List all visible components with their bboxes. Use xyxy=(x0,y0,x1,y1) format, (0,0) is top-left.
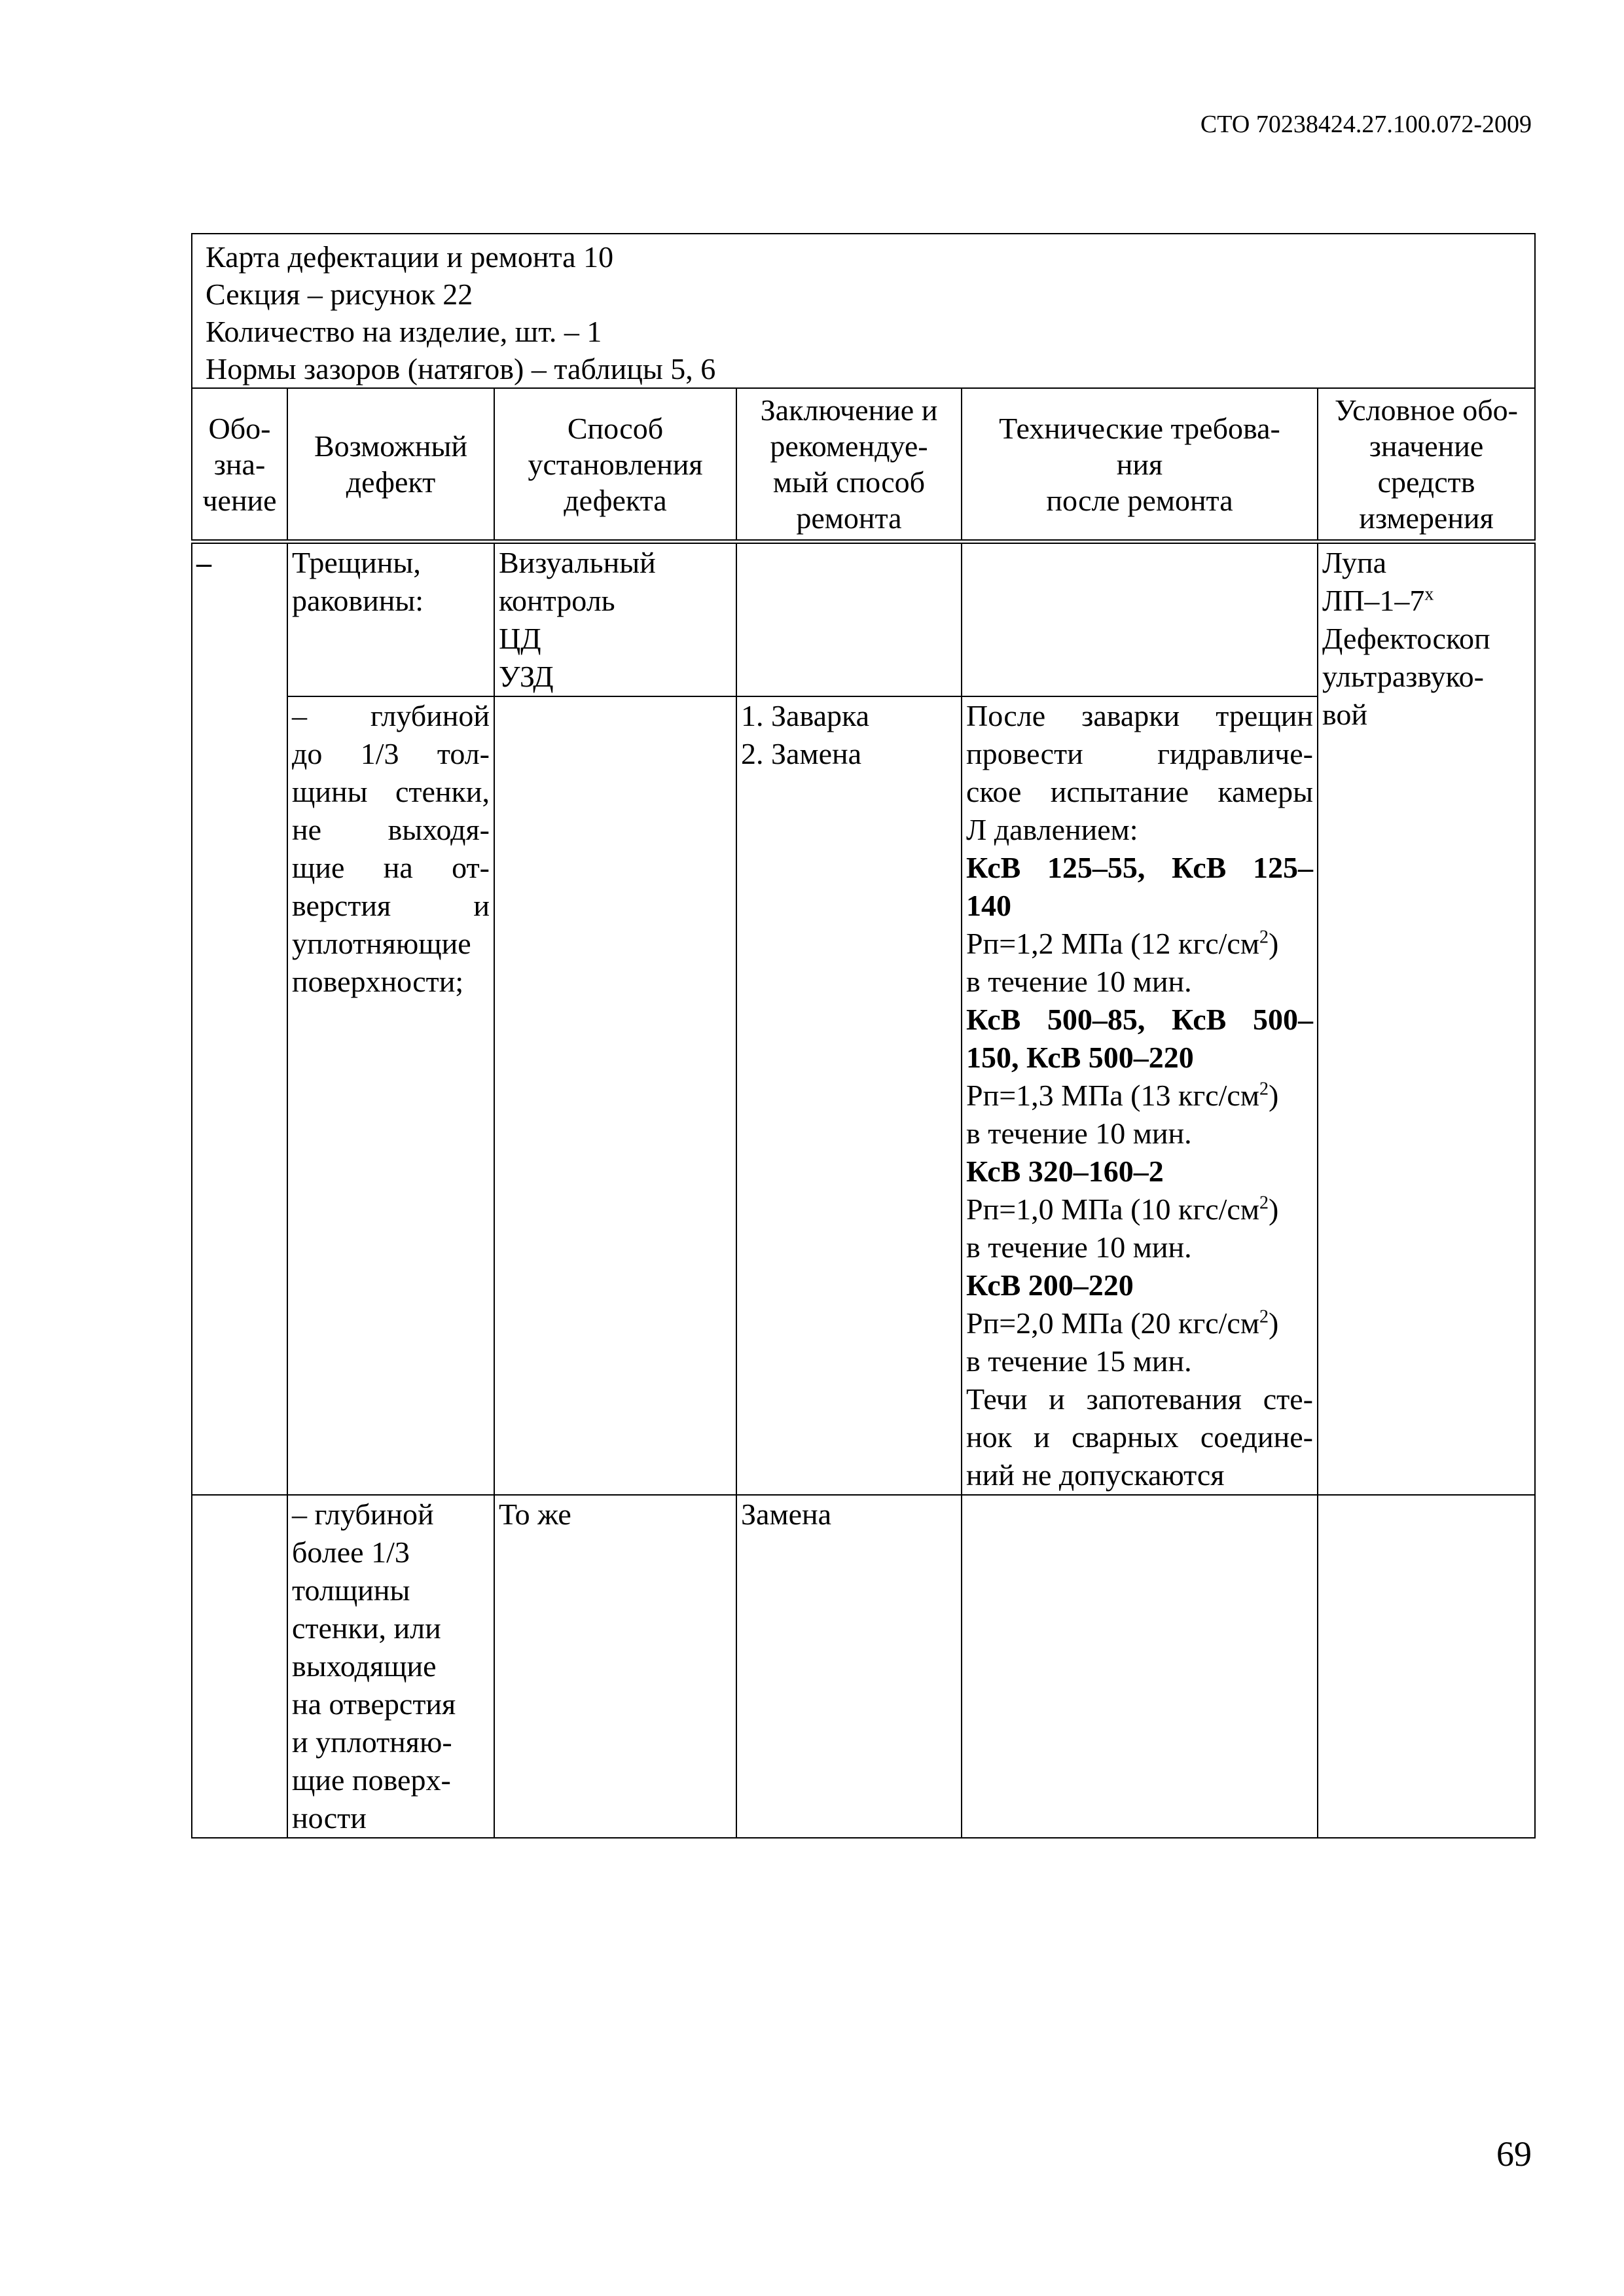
row3-defect: – глубиной более 1/3 толщины стенки, или выходящие на отверстия и уплотняю- щие поверх- ности xyxy=(287,1495,494,1838)
row1-defect: Трещины, раковины: xyxy=(287,542,494,697)
page-number: 69 xyxy=(1496,2134,1532,2174)
col-tools: Условное обо- значение средств измерения xyxy=(1318,388,1535,542)
card-quantity: Количество на изделие, шт. – 1 xyxy=(206,315,602,348)
row1-method: Визуальный контроль ЦД УЗД xyxy=(494,542,736,697)
row3-requirements xyxy=(962,1495,1318,1838)
defect-repair-card-table xyxy=(191,233,1536,1839)
table-row xyxy=(192,542,1535,697)
row1-tools: Лупа $ЛП-1-7^х$ Дефектоскоп ультразвуко- вой xyxy=(1318,542,1535,1496)
col-designation: Обо- зна- чение xyxy=(192,388,287,542)
superscript-x: х xyxy=(1424,584,1434,605)
card-title: Карта дефектации и ремонта 10 xyxy=(206,240,614,274)
card-clearance-norms: Нормы зазоров (натягов) – таблицы 5, 6 xyxy=(206,352,716,386)
row2-requirements: После заварки трещин провести гидравличе- ское испытание камеры Л давлением: КсВ 125–55, КсВ 125– 140 Рп=1,2 МПа (12 кгс/$см^2$) в течение 10 мин. КсВ 500–85, КсВ 500– 150, КсВ 500–220 Рп=1,3 МПа (13 кгс/$см^2$) в течение 10 мин. КсВ 320–160–2 Рп=1,0 МПа (10 кгс/$см^2$) в течение 10 мин. КсВ 200–220 Рп=2,0 МПа (20 кгс/$см^2$) в течение 15 мин. Течи и запотевания сте- нок и сварных соедине- ний не допускаются xyxy=(962,696,1318,1495)
row3-conclusion: Замена xyxy=(736,1495,962,1838)
row1-designation: – xyxy=(192,542,287,1496)
col-method: Способ установления дефекта xyxy=(494,388,736,542)
col-requirements: Технические требова- ния после ремонта xyxy=(962,388,1318,542)
document-code: СТО 70238424.27.100.072-2009 xyxy=(1200,111,1532,138)
column-header-row xyxy=(192,388,1535,542)
row1-conclusion xyxy=(736,542,962,697)
row3-tools xyxy=(1318,1495,1535,1838)
col-conclusion: Заключение и рекомендуе- мый способ ремонта xyxy=(736,388,962,542)
row2-method xyxy=(494,696,736,1495)
row2-defect: – глубиной до 1/3 тол- щины стенки, не выходя- щие на от- верстия и уплотняющие поверхности; xyxy=(287,696,494,1495)
card-header-row xyxy=(192,234,1535,388)
col-defect: Возможный дефект xyxy=(287,388,494,542)
card-section: Секция – рисунок 22 xyxy=(206,278,473,311)
row2-conclusion: 1. Заварка 2. Замена xyxy=(736,696,962,1495)
card-header-block xyxy=(192,234,1535,388)
row3-designation xyxy=(192,1495,287,1838)
table-row xyxy=(192,1495,1535,1838)
row1-requirements xyxy=(962,542,1318,697)
row3-method: То же xyxy=(494,1495,736,1838)
